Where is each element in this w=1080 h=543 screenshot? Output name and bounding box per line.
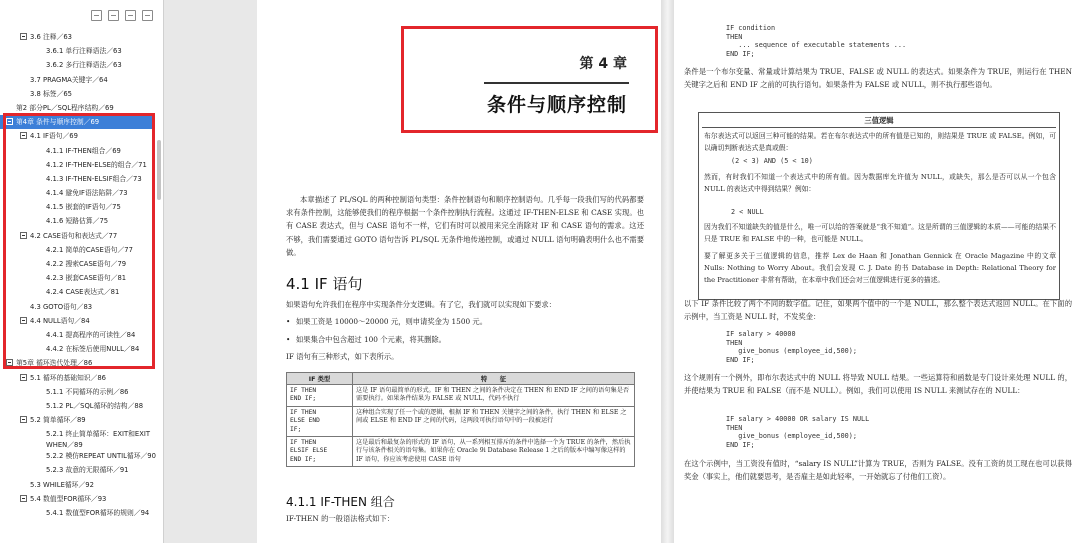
toc-item[interactable] [0,506,155,520]
chapter-number: 第 4 章 [579,56,627,72]
toc-item[interactable] [0,243,155,257]
table-header: 特 征 [353,373,635,385]
body-paragraph: 以下 IF 条件比较了两个不同的数字值。记住，如果两个值中的一个是 NULL，那么整个表达式返回 NULL。在下面的示例中，当工资是 NULL 时，不发奖金： [684,299,1072,321]
bookmark-icon[interactable] [142,10,153,21]
bullet-text: 如果集合中包含超过 100 个元素，将其删除。 [296,335,446,344]
toc-item[interactable] [0,478,155,492]
bullet-text: 如果工资是 10000～20000 元，则申请奖金为 1500 元。 [296,317,488,326]
toc-item[interactable] [0,129,155,143]
toc-item[interactable] [0,87,155,101]
toc-item[interactable] [0,342,155,356]
toc-item-label: 4.1.3 IF-THEN-ELSIF组合／73 [46,174,142,183]
toc-item-label: 4.1.2 IF-THEN-ELSE的组合／71 [46,160,147,169]
section-heading: 4.1 IF 语句 [286,275,363,293]
toc-item[interactable] [0,314,155,328]
note-paragraph: 布尔表达式可以返回三种可能的结果。若在布尔表达式中的所有值是已知的，则结果是 TRUE 或 FALSE。例如，可以确切判断表达式是真或假： [704,132,1056,153]
outline-icon[interactable] [125,10,136,21]
toc-item-label: 4.1.6 短路估算／75 [46,217,109,226]
toc-item[interactable] [0,172,155,186]
toc-item[interactable] [0,449,155,463]
toc-item[interactable] [0,399,155,413]
collapse-toggle-icon[interactable] [20,132,27,139]
toc-item-label: 4.2.4 CASE表达式／81 [46,288,120,297]
note-paragraph: 然而，有时我们不知道一个表达式中的所有值。因为数据库允许值为 NULL，或缺失，那么是否可以从一个包含 NULL 的表达式中得到结果？例如： [704,173,1056,194]
toc-item-label: 4.3 GOTO语句／83 [30,302,93,311]
collapse-toggle-icon[interactable] [20,416,27,423]
note-title: 三值逻辑 [864,116,894,125]
toc-item-label: 5.2 简单循环／89 [30,416,86,425]
toc-item[interactable] [0,285,155,299]
toc-item-label: 5.2.2 模仿REPEAT UNTIL循环／90 [46,452,156,461]
pdf-page-left [257,0,661,543]
subsection-paragraph: IF-THEN 的一般语法格式如下： [286,514,395,523]
toc-item-label: 4.2.1 简单的CASE语句／77 [46,245,133,254]
toc-item[interactable] [0,101,155,115]
toc-item[interactable] [0,158,155,172]
collapse-toggle-icon[interactable] [20,232,27,239]
toc-item-label: 4.1.4 避免IF语法陷阱／73 [46,189,128,198]
if-type-cell: IF THEN END IF; [287,385,353,407]
collapse-toggle-icon[interactable] [20,495,27,502]
table-row [287,385,635,407]
toc-item-label: 4.4.2 在标签后使用NULL／84 [46,345,140,354]
toc-item-label: 4.1 IF语句／69 [30,132,78,141]
toc-item[interactable] [0,73,155,87]
toc-item-label: 5.1 循环的基础知识／86 [30,373,106,382]
toc-item-label: 5.3 WHILE循环／92 [30,480,94,489]
sidebar-scrollbar[interactable] [157,140,161,200]
toc-item-label: 3.6.1 单行注释语法／63 [46,47,122,56]
sidebar-note-box [698,112,1060,300]
toc-item[interactable] [0,229,155,243]
toc-item-label: 4.2.3 嵌套CASE语句／81 [46,274,127,283]
toc-item[interactable] [0,30,155,44]
toc-item[interactable] [0,427,155,449]
bookmark-sidebar [0,0,164,543]
list-item: • 如果工资是 10000～20000 元，则申请奖金为 1500 元。 [286,317,488,326]
toc-item-label: 5.1.2 PL／SQL循环的结构／88 [46,401,144,410]
toc-item-label: 5.4 数值型FOR循环／93 [30,494,107,503]
if-desc-cell: 这种组合实现了任一个或的逻辑，根据 IF 和 THEN 关键字之间的条件，执行 THEN 和 ELSE 之间或 ELSE 和 END IF 之间的代码，这两段可执行语句中的一段被运行 [353,406,635,436]
toc-item-label: 3.6 注释／63 [30,33,73,41]
pdf-page-right [674,0,1080,543]
body-paragraph: 在这个示例中，当工资没有值时，“salary IS NULL”计算为 TRUE，否则为 FALSE。没有工资的员工现在也可以获得奖金（事实上，他们就要思考，是否雇主是如此轻率，一开始就忘了付他们工资）。 [684,459,1072,481]
if-types-table [286,372,635,467]
collapse-toggle-icon[interactable] [6,118,13,125]
chapter-title: 条件与顺序控制 [486,94,627,116]
code-block: IF condition THEN ... sequence of executable statements ... END IF; [726,24,907,58]
toc-item-label: 4.1.1 IF-THEN组合／69 [46,146,121,155]
toc-item-label: 3.8 标签／65 [30,89,73,98]
table-row [287,437,635,467]
highlight-box-chapter-title [401,26,658,133]
page-gutter [661,0,674,543]
toc-item-label: 5.1.1 不同循环的示例／86 [46,387,129,396]
toc-item-label: 3.6.2 多行注释语法／63 [46,61,122,70]
toc-item[interactable] [0,44,155,58]
toc-item-label: 4.1.5 嵌套的IF语句／75 [46,203,121,212]
toc-item[interactable] [0,257,155,271]
collapse-all-icon[interactable] [91,10,102,21]
toc-item[interactable] [0,115,155,129]
if-desc-cell: 这是 IF 语句最简单的形式。IF 和 THEN 之间的条件决定在 THEN 和 END IF 之间的语句集是否需要执行。如果条件结果为 FALSE 或 NULL，代码不执行 [353,385,635,407]
toc-item[interactable] [0,186,155,200]
chapter-rule [484,82,629,84]
subsection-heading: 4.1.1 IF-THEN 组合 [286,495,395,509]
toc-item-label: 5.2.3 故意的无限循环／91 [46,466,129,475]
table-of-contents [0,30,155,520]
toc-item[interactable] [0,463,155,477]
body-paragraph: 条件是一个布尔变量、常量或计算结果为 TRUE、FALSE 或 NULL 的表达式。如果条件为 TRUE，则运行在 THEN 关键字之后和 END IF 之前的可执行语句。如果条件为 FALSE 或 NULL，则不执行那些语句。 [684,67,1072,89]
toc-item[interactable] [0,492,155,506]
note-code: 2 < NULL [731,208,764,216]
toc-item-label: 3.7 PRAGMA关键字／64 [30,75,108,84]
list-item: • 如果集合中包含超过 100 个元素，将其删除。 [286,335,446,344]
toc-item-label: 4.2 CASE语句和表达式／77 [30,231,118,240]
note-paragraph: 因为我们不知道缺失的值是什么，唯一可以给的答案就是“我不知道”。这是所谓的三值逻辑的本质——可能的结果不只是 TRUE 和 FALSE 中的一种，也可能是 NULL。 [704,223,1056,244]
toc-item[interactable] [0,371,155,385]
toc-item-label: 第2 部分PL／SQL程序结构／69 [16,103,114,112]
collapse-toggle-icon[interactable] [6,359,13,366]
note-rule [702,127,1056,128]
collapse-toggle-icon[interactable] [20,317,27,324]
note-code: (2 < 3) AND (5 < 10) [731,157,813,165]
toc-item[interactable] [0,144,155,158]
toc-item[interactable] [0,413,155,427]
toc-item[interactable] [0,58,155,72]
collapse-toggle-icon[interactable] [20,374,27,381]
if-desc-cell: 这是最后和最复杂的形式的 IF 语句，从一系列相互排斥的条件中选择一个为 TRUE 的条件，然后执行与该条件相关的语句集。如果你在 Oracle 9i Database Release 1 之后的版本中编写像这样的 IF 语句，你应该考虑使用 CASE 语句 [353,437,635,467]
toc-item[interactable] [0,214,155,228]
toc-item[interactable] [0,200,155,214]
toc-item-label: 4.4.1 提高程序的可读性／84 [46,330,136,339]
toc-item-label: 第5章 循环迭代处理／86 [16,359,93,368]
toc-item[interactable] [0,300,155,314]
toc-item[interactable] [0,385,155,399]
sidebar-toolbar [0,0,163,30]
toc-item-label: 4.4 NULL语句／84 [30,316,90,325]
if-type-cell: IF THEN ELSE END IF; [287,406,353,436]
section-paragraph: 如果语句允许我们在程序中实现条件分支逻辑。有了它，我们就可以实现如下要求： [286,300,556,309]
table-row [287,406,635,436]
toc-item[interactable] [0,328,155,342]
section-paragraph: IF 语句有三种形式，如下表所示。 [286,352,399,361]
toc-item-label: 4.2.2 搜索CASE语句／79 [46,260,127,268]
code-block: IF salary > 40000 THEN give_bonus (employee_id,500); END IF; [726,330,857,364]
code-block: IF salary > 40000 OR salary IS NULL THEN give_bonus (employee_id,500); END IF; [726,415,870,449]
chapter-intro: 本章描述了 PL/SQL 的两种控制语句类型：条件控制语句和顺序控制语句。几乎每一段我们写的代码都要求有条件控制，这能够使我们的程序根据一个条件控制执行流程。这通过 IF-THEN-ELSE 和 CASE 实现。也有 CASE 表达式，但与 CASE 语句不一样，它们有时可以被用来完全消除对 IF 和 CASE 语句的需求。这还不够，我们需要通过 GOTO 语句告诉 PL/SQL 无条件地传递控制，或通过 NULL 语句明确表明什么也不需要做。 [286,195,644,257]
note-paragraph: 要了解更多关于三值逻辑的信息，推荐 Lex de Haan 和 Jonathan Gennick 在 Oracle Magazine 中的文章 Nulls: Nothing to Worry About。我们会发现 C. J. Date 的书 Database in Depth: Relational Theory for the Practitioner 非常有帮助，在本章中我们还会对三值逻辑进行更多的描述。 [704,252,1056,285]
toc-item[interactable] [0,356,155,370]
toc-item-label: 第4章 条件与顺序控制／69 [16,118,100,127]
table-header: IF 类型 [287,373,353,385]
toc-item-label: 5.2.1 终止简单循环：EXIT和EXIT WHEN／89 [46,430,151,449]
collapse-toggle-icon[interactable] [20,33,27,40]
body-paragraph: 这个规则有一个例外，即布尔表达式中的 NULL 将导致 NULL 结果。一些运算符和函数是专门设计来处理 NULL 的，并使结果为 TRUE 和 FALSE（而不是 NULL）。例如，我们可以使用 IS NULL 来测试存在的 NULL： [684,373,1072,395]
toc-item[interactable] [0,271,155,285]
toc-item-label: 5.4.1 数值型FOR循环的规则／94 [46,509,150,517]
expand-all-icon[interactable] [108,10,119,21]
if-type-cell: IF THEN ELSIF ELSE END IF; [287,437,353,467]
